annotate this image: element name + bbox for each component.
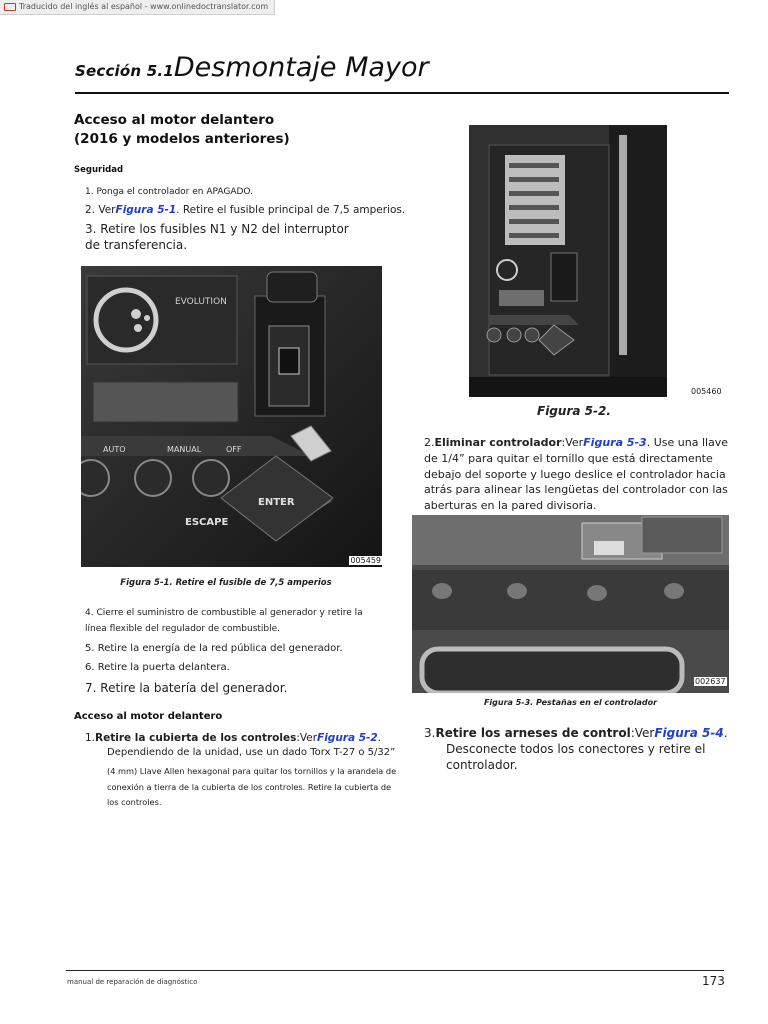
sub-step-1-line2: Dependiendo de la unidad, use un dado Torx T-27 o 5/32” [107, 747, 396, 758]
section-title [75, 52, 429, 83]
escape-label: ESCAPE [185, 517, 229, 528]
translation-banner[interactable] [0, 0, 275, 15]
right-step-3-prefix: 3. [424, 726, 436, 740]
figure-5-2-number: 005460 [691, 387, 722, 396]
evolution-label: EVOLUTION [175, 297, 227, 307]
figure-5-1-link[interactable]: Figura 5-1 [115, 204, 177, 216]
subheading: Acceso al motor delantero [74, 711, 223, 722]
figure-5-1-photo [81, 266, 382, 567]
section-heading: Desmontaje Mayor [173, 52, 429, 83]
figure-5-1-number: 005459 [350, 556, 381, 565]
figure-5-3-number: 002637 [695, 677, 726, 686]
figure-5-2-caption: Figura 5-2. [537, 404, 611, 418]
main-heading-line1: Acceso al motor delantero [74, 112, 275, 128]
title-rule [75, 92, 729, 94]
main-heading [74, 111, 290, 149]
sub-step-1-prefix: 1. [85, 732, 96, 744]
figure-5-4-link[interactable]: Figura 5-4 [654, 726, 724, 740]
sub-step-1 [85, 731, 381, 745]
sub-step-1-bold: Retire la cubierta de los controles [95, 732, 297, 744]
right-step-3-ver: :Ver [630, 726, 655, 740]
right-step-3-detail: Desconecte todos los conectores y retire el controlador. [446, 742, 706, 772]
step-2 [85, 203, 405, 217]
step-3: 3. Retire los fusibles N1 y N2 del interruptor de transferencia. [85, 222, 349, 252]
enter-label: ENTER [258, 497, 295, 508]
step-5: 5. Retire la energía de la red pública del generador. [85, 643, 343, 654]
safety-label: Seguridad [74, 165, 124, 175]
figure-5-2-photo [469, 125, 667, 397]
sub-step-1-detail: (4 mm) Llave Allen hexagonal para quitar los tornillos y la arandela de conexión a tierra de la cubierta de los controles. Retire la cubierta de los controles. [107, 766, 397, 807]
step-2-prefix: 2. Ver [85, 204, 116, 216]
step-7: 7. Retire la batería del generador. [85, 681, 288, 695]
step-2-rest: . Retire el fusible principal de 7,5 amperios. [176, 204, 406, 216]
step-6: 6. Retire la puerta delantera. [85, 662, 230, 673]
controller-tabs-illustration [412, 515, 729, 693]
figure-5-3-caption: Figura 5-3. Pestañas en el controlador [483, 698, 658, 707]
translator-logo-icon [4, 3, 16, 11]
controller-panel-illustration [81, 266, 382, 567]
right-step-2-ver: :Ver [561, 436, 584, 449]
figure-5-3-photo [412, 515, 729, 693]
main-heading-line2: (2016 y modelos anteriores) [74, 131, 290, 147]
footer-manual-name: manual de reparación de diagnóstico [67, 978, 198, 986]
right-step-3 [424, 725, 728, 741]
step-1: 1. Ponga el controlador en APAGADO. [85, 187, 253, 197]
banner-text: Traducido del inglés al español - www.onlinedoctranslator.com [19, 2, 269, 11]
sub-step-1-end: . [377, 732, 382, 744]
right-step-2-rest: . Use una llave de 1/4” para quitar el tornillo que está directamente debajo del soporte y luego deslice el controlador hacia atrás para alinear las lengüetas del controlador con las aberturas en la pared divisoria. [424, 436, 729, 513]
control-cover-illustration [469, 125, 667, 397]
figure-5-1-caption: Figura 5-1. Retire el fusible de 7,5 amperios [120, 578, 332, 588]
page-number: 173 [702, 974, 725, 988]
manual-label: MANUAL [167, 445, 202, 454]
right-step-2 [424, 435, 730, 514]
footer-rule [66, 970, 724, 971]
auto-label: AUTO [103, 445, 126, 454]
sub-step-1-ver: :Ver [296, 732, 318, 744]
figure-5-3-link[interactable]: Figura 5-3 [583, 436, 647, 449]
right-step-3-end: . [723, 726, 728, 740]
step-4: 4. Cierre el suministro de combustible al generador y retire la línea flexible del regulador de combustible. [85, 608, 363, 634]
section-prefix: Sección 5.1 [75, 62, 174, 80]
off-label: OFF [226, 445, 242, 454]
right-step-3-bold: Retire los arneses de control [435, 726, 631, 740]
right-step-2-bold: Eliminar controlador [434, 436, 562, 449]
figure-5-2-link[interactable]: Figura 5-2 [317, 732, 378, 744]
right-step-2-prefix: 2. [424, 436, 435, 449]
